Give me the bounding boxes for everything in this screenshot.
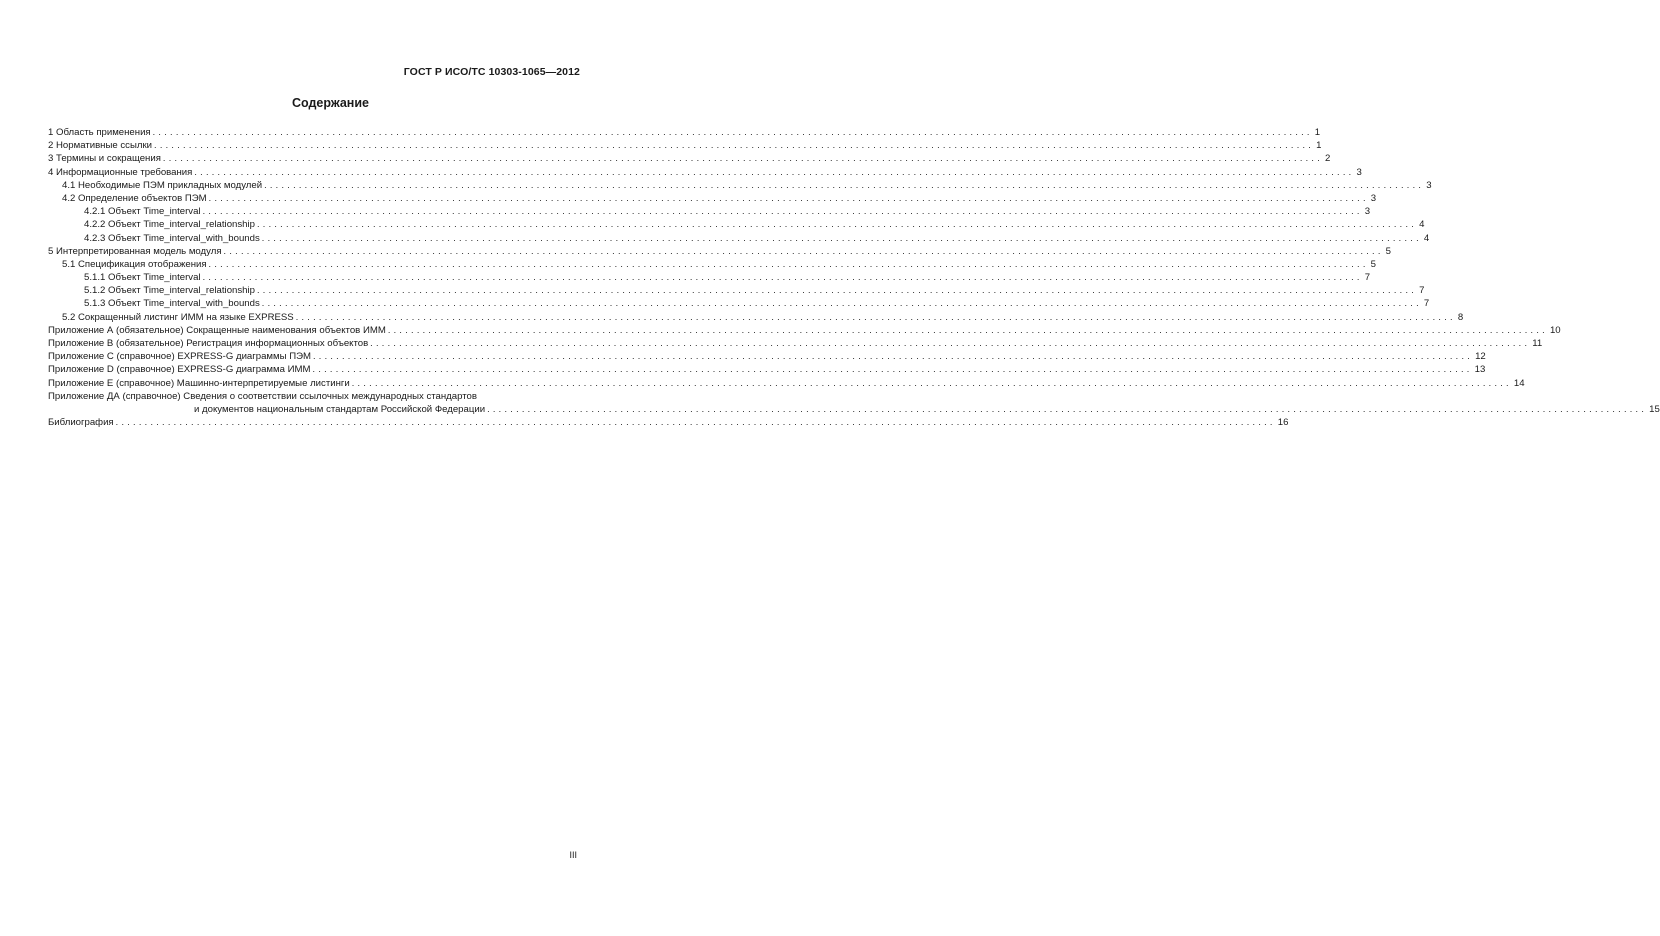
toc-leader-dots: ........................................................................................................................................................................................................ — [312, 351, 1474, 362]
toc-entry-page: 4 — [1423, 232, 1430, 244]
toc-leader-dots: ........................................................................................................................................................................................................ — [312, 364, 1473, 375]
toc-title: Содержание — [291, 96, 369, 110]
toc-leader-dots: ........................................................................................................................................................................................................ — [256, 285, 1418, 296]
toc-entry-label: и документов национальным стандартам Российской Федерации — [194, 403, 486, 415]
toc-leader-dots: ........................................................................................................................................................................................................ — [261, 232, 1422, 243]
toc-leader-dots: ........................................................................................................................................................................................................ — [256, 219, 1418, 230]
toc-entry[interactable] — [48, 152, 1331, 165]
toc-entry[interactable] — [48, 271, 1371, 284]
toc-entry-label: 5.1 Спецификация отображения — [62, 258, 207, 270]
toc-entry[interactable] — [48, 284, 1425, 297]
toc-entry[interactable] — [48, 297, 1430, 310]
toc-entry-page: 13 — [1474, 364, 1486, 376]
toc-entry-page: 14 — [1513, 377, 1525, 389]
toc-leader-dots: ........................................................................................................................................................................................................ — [295, 311, 1456, 322]
toc-leader-dots: ........................................................................................................................................................................................................ — [387, 324, 1548, 335]
page-number: III — [569, 850, 577, 860]
toc-entry-page: 16 — [1277, 417, 1289, 429]
toc-entry-label: Приложение С (справочное) EXPRESS-G диаграммы ПЭМ — [48, 351, 311, 363]
toc-entry-label: 4.2.2 Объект Time_interval_relationship — [84, 219, 255, 231]
toc-leader-dots: ........................................................................................................................................................................................................ — [208, 192, 1369, 203]
toc-entry[interactable] — [48, 337, 1543, 350]
toc-entry[interactable] — [48, 166, 1362, 179]
toc-entry[interactable] — [48, 363, 1486, 376]
toc-entry[interactable] — [48, 390, 583, 403]
toc-entry-label: 2 Нормативные ссылки — [48, 140, 153, 152]
toc-entry[interactable] — [48, 258, 1376, 271]
toc-entry[interactable] — [48, 245, 1391, 258]
toc-entry-label: Приложение В (обязательное) Регистрация информационных объектов — [48, 338, 369, 349]
toc-entry-page: 3 — [1356, 166, 1362, 178]
toc-entry-page: 7 — [1364, 272, 1371, 284]
toc-entry-label: 3 Термины и сокращения — [48, 153, 161, 165]
toc-entry-page: 1 — [1316, 140, 1322, 152]
toc-entry[interactable] — [48, 311, 1464, 324]
toc-entry-page: 5 — [1370, 258, 1376, 270]
toc-entry-label: 4.2 Определение объектов ПЭМ — [62, 192, 207, 204]
toc-entry-page: 2 — [1325, 153, 1331, 165]
toc-entry-label: Приложение А (обязательное) Сокращенные наименования объектов ИММ — [48, 324, 386, 336]
toc-leader-dots: ........................................................................................................................................................................................................ — [154, 140, 1315, 151]
toc-entry[interactable] — [48, 350, 1486, 363]
toc-leader-dots: ........................................................................................................................................................................................................ — [115, 417, 1276, 428]
toc-leader-dots: ........................................................................................................................................................................................................ — [351, 377, 1512, 388]
toc-entry-page: 3 — [1426, 179, 1432, 191]
toc-entry-page: 12 — [1475, 351, 1486, 363]
toc-entry-label: Приложение ДА (справочное) Сведения о соответствии ссылочных международных стандартов — [48, 390, 477, 402]
toc-entry-label: Приложение Е (справочное) Машинно-интерпретируемые листинги — [48, 377, 350, 389]
toc-entry-label: Приложение D (справочное) EXPRESS-G диаграмма ИММ — [48, 364, 311, 376]
toc-entry-label: 5.1.1 Объект Time_interval — [84, 272, 201, 284]
toc-entry-label: 1 Область применения — [48, 127, 151, 138]
toc-entry[interactable] — [48, 232, 1430, 245]
toc-entry[interactable] — [48, 416, 1289, 429]
toc-leader-dots: ........................................................................................................................................................................................................ — [261, 298, 1422, 309]
toc-entry-label: 5.1.3 Объект Time_interval_with_bounds — [84, 298, 260, 310]
toc-leader-dots: ........................................................................................................................................................................................................ — [208, 258, 1369, 269]
toc-entry-page: 10 — [1549, 324, 1561, 336]
toc-entry[interactable] — [48, 377, 1525, 390]
toc-entry-page: 7 — [1419, 285, 1425, 297]
toc-entry[interactable] — [48, 139, 1322, 152]
toc-leader-dots: ........................................................................................................................................................................................................ — [202, 272, 1363, 283]
toc-leader-dots: ........................................................................................................................................................................................................ — [202, 206, 1363, 217]
toc-entry-page: 5 — [1385, 245, 1391, 257]
toc-entry[interactable] — [48, 205, 1371, 218]
toc-entry[interactable] — [48, 403, 1660, 416]
toc-entry-page: 3 — [1364, 206, 1371, 218]
toc-entry[interactable] — [48, 192, 1377, 205]
toc-leader-dots: ........................................................................................................................................................................................................ — [162, 153, 1324, 164]
toc-entry-page: 7 — [1423, 298, 1430, 310]
toc-entry-label: 5 Интерпретированная модель модуля — [48, 245, 222, 257]
toc-entry-label: 4.2.3 Объект Time_interval_with_bounds — [84, 232, 260, 244]
toc-leader-dots: ........................................................................................................................................................................................................ — [370, 338, 1531, 348]
toc-leader-dots: ........................................................................................................................................................................................................ — [264, 179, 1425, 190]
toc-entry-page: 4 — [1419, 219, 1425, 231]
toc-entry-label: 4.2.1 Объект Time_interval — [84, 206, 201, 218]
toc-entry-page: 3 — [1370, 192, 1377, 204]
toc-entry-page: 1 — [1314, 127, 1321, 138]
toc-entry-page: 8 — [1457, 311, 1464, 323]
toc-entry-page: 11 — [1532, 338, 1543, 349]
toc-entry[interactable] — [48, 218, 1425, 231]
toc-entry[interactable] — [48, 324, 1561, 337]
toc-entry-page: 15 — [1649, 403, 1660, 415]
toc-leader-dots: ........................................................................................................................................................................................................ — [487, 403, 1648, 414]
toc-entry[interactable] — [48, 179, 1432, 192]
table-of-contents — [48, 126, 1660, 429]
toc-entry[interactable] — [48, 126, 1321, 139]
toc-entry-label: 4 Информационные требования — [48, 166, 193, 178]
toc-entry-label: 5.1.2 Объект Time_interval_relationship — [84, 285, 255, 297]
toc-entry-label: 5.2 Сокращенный листинг ИММ на языке EXPRESS — [62, 311, 294, 323]
document-code: ГОСТ Р ИСО/ТС 10303-1065—2012 — [403, 66, 580, 78]
toc-leader-dots: ........................................................................................................................................................................................................ — [152, 127, 1313, 137]
toc-entry-label: 4.1 Необходимые ПЭМ прикладных модулей — [62, 179, 263, 191]
toc-entry-label: Библиография — [48, 417, 114, 429]
toc-leader-dots: ........................................................................................................................................................................................................ — [223, 245, 1384, 256]
toc-leader-dots: ........................................................................................................................................................................................................ — [194, 166, 1355, 177]
